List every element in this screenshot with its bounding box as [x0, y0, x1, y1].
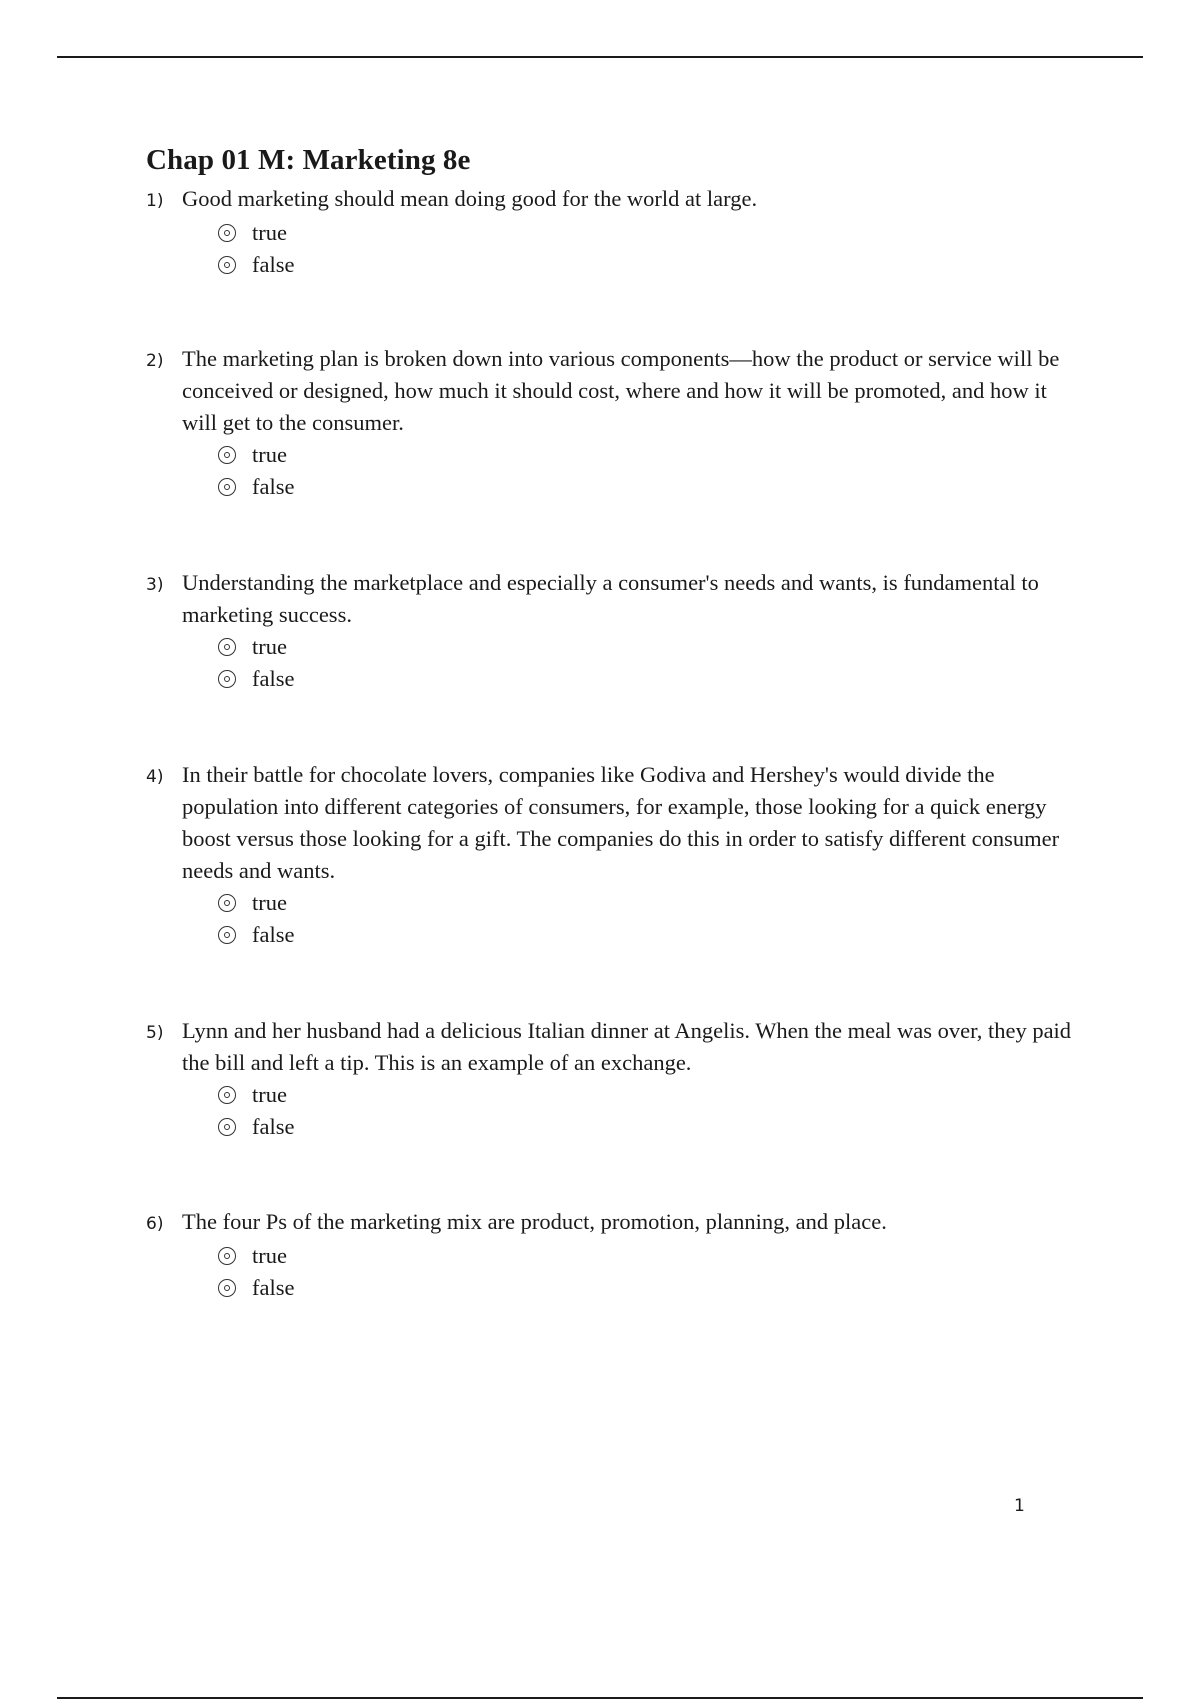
answer-options — [218, 1079, 1086, 1143]
question-number: 5) — [146, 1023, 164, 1043]
option-true[interactable] — [218, 217, 1086, 249]
option-label: true — [252, 442, 287, 467]
answer-options — [218, 887, 1086, 951]
answer-options — [218, 631, 1086, 695]
option-false[interactable] — [218, 663, 1086, 695]
option-true[interactable] — [218, 439, 1086, 471]
question-6 — [146, 1206, 1086, 1304]
question-text: The four Ps of the marketing mix are product, promotion, planning, and place. — [182, 1209, 887, 1234]
question-2 — [146, 343, 1086, 503]
question-number: 2) — [146, 351, 164, 371]
option-label: true — [252, 220, 287, 245]
option-label: false — [252, 922, 295, 947]
option-true[interactable] — [218, 1079, 1086, 1111]
question-3 — [146, 567, 1086, 695]
option-label: true — [252, 1082, 287, 1107]
option-true[interactable] — [218, 1240, 1086, 1272]
radio-button-icon[interactable] — [218, 926, 236, 944]
radio-button-icon[interactable] — [218, 446, 236, 464]
question-text: Good marketing should mean doing good for the world at large. — [182, 186, 758, 211]
question-text: In their battle for chocolate lovers, companies like Godiva and Hershey's would divide the population into different categories of consumers, for example, those looking for a quick energy boost versus those looking for a gift. The companies do this in order to satisfy different consumer needs and wants. — [182, 762, 1060, 883]
radio-button-icon[interactable] — [218, 638, 236, 656]
option-false[interactable] — [218, 919, 1086, 951]
option-label: false — [252, 252, 295, 277]
option-false[interactable] — [218, 1272, 1086, 1304]
option-label: false — [252, 1114, 295, 1139]
answer-options — [218, 439, 1086, 503]
radio-button-icon[interactable] — [218, 224, 236, 242]
question-text: The marketing plan is broken down into various components—how the product or service will be conceived or designed, how much it should cost, where and how it will be promoted, and how it will get to the consumer. — [182, 346, 1060, 435]
radio-button-icon[interactable] — [218, 1279, 236, 1297]
option-label: false — [252, 666, 295, 691]
option-true[interactable] — [218, 631, 1086, 663]
question-text: Understanding the marketplace and especially a consumer's needs and wants, is fundamental to marketing success. — [182, 570, 1039, 627]
question-5 — [146, 1015, 1086, 1143]
radio-button-icon[interactable] — [218, 1086, 236, 1104]
radio-button-icon[interactable] — [218, 1118, 236, 1136]
option-label: true — [252, 890, 287, 915]
option-false[interactable] — [218, 1111, 1086, 1143]
answer-options — [218, 1240, 1086, 1304]
radio-button-icon[interactable] — [218, 1247, 236, 1265]
answer-options — [218, 217, 1086, 281]
question-number: 1) — [146, 191, 164, 211]
document-title: Chap 01 M: Marketing 8e — [146, 144, 471, 176]
option-false[interactable] — [218, 471, 1086, 503]
option-label: true — [252, 634, 287, 659]
radio-button-icon[interactable] — [218, 670, 236, 688]
option-true[interactable] — [218, 887, 1086, 919]
question-number: 6) — [146, 1214, 164, 1234]
page-number: 1 — [1014, 1496, 1025, 1516]
question-text: Lynn and her husband had a delicious Italian dinner at Angelis. When the meal was over, they paid the bill and left a tip. This is an example of an exchange. — [182, 1018, 1072, 1075]
option-label: true — [252, 1243, 287, 1268]
footer-rule — [57, 1697, 1143, 1699]
radio-button-icon[interactable] — [218, 894, 236, 912]
question-number: 4) — [146, 767, 164, 787]
radio-button-icon[interactable] — [218, 478, 236, 496]
question-4 — [146, 759, 1086, 951]
option-label: false — [252, 474, 295, 499]
option-false[interactable] — [218, 249, 1086, 281]
question-number: 3) — [146, 575, 164, 595]
radio-button-icon[interactable] — [218, 256, 236, 274]
header-rule — [57, 56, 1143, 58]
option-label: false — [252, 1275, 295, 1300]
question-1 — [146, 183, 1086, 281]
